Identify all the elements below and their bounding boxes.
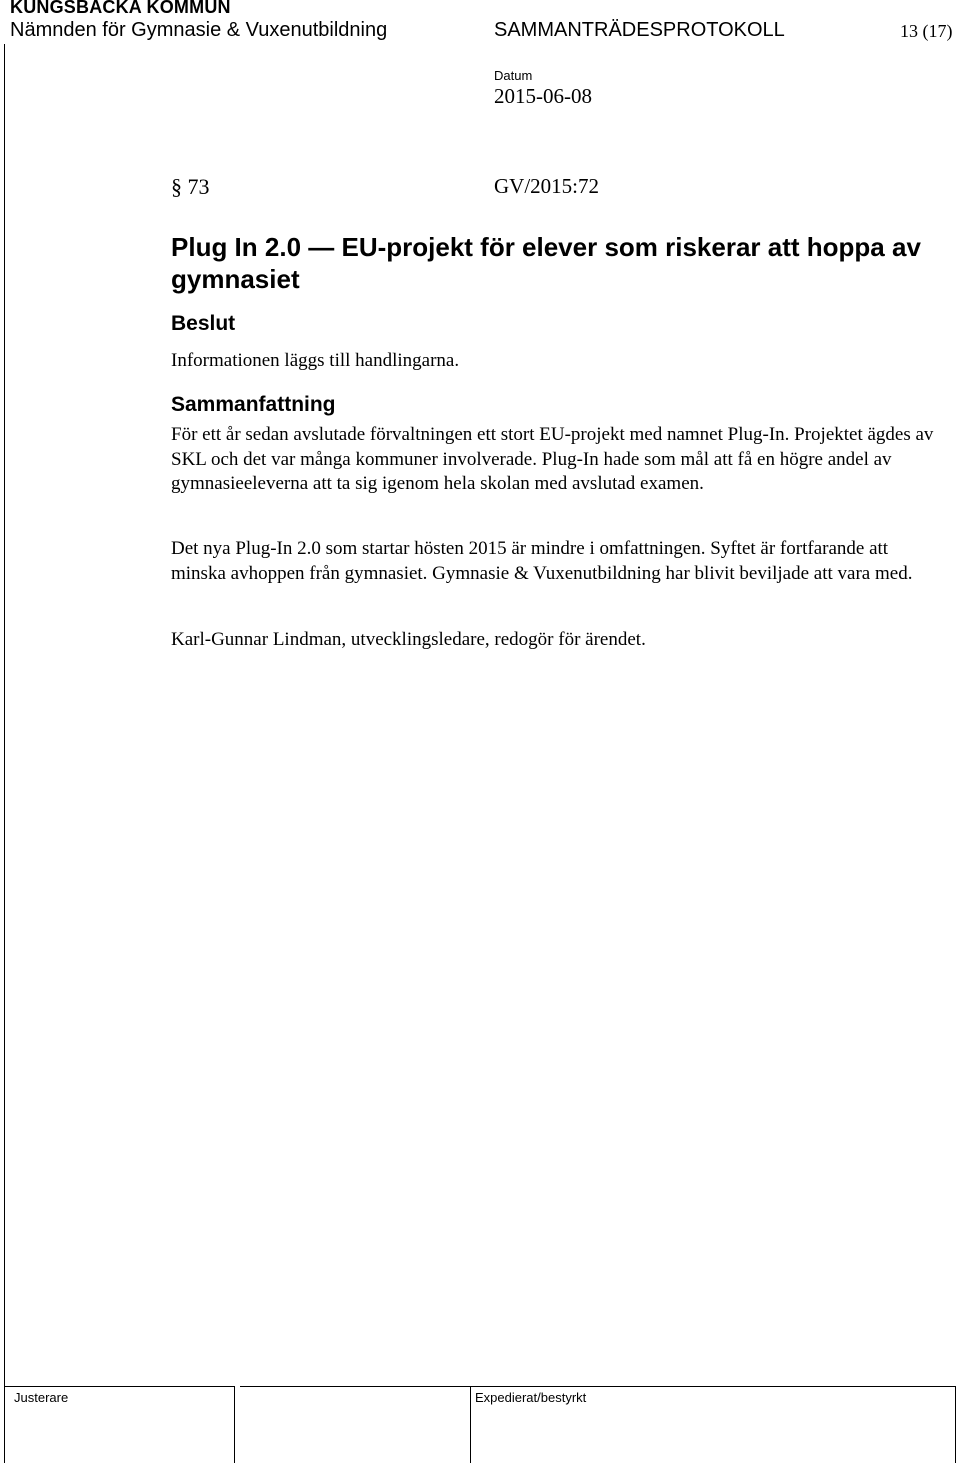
section-number: § 73	[171, 174, 210, 199]
left-margin-rule	[4, 44, 5, 1463]
organization-name: KUNGSBACKA KOMMUN	[10, 0, 231, 17]
committee-name: Nämnden för Gymnasie & Vuxenutbildning	[10, 19, 388, 41]
summary-heading: Sammanfattning	[171, 393, 336, 416]
decision-heading: Beslut	[171, 312, 236, 335]
summary-paragraph: Karl-Gunnar Lindman, utvecklingsledare, redogör för ärendet.	[171, 629, 646, 650]
footer-rule	[470, 1386, 956, 1387]
footer-divider	[234, 1386, 235, 1463]
footer-expedierat-label: Expedierat/bestyrkt	[475, 1390, 587, 1405]
document-type: SAMMANTRÄDESPROTOKOLL	[494, 19, 785, 41]
footer-rule	[4, 1386, 234, 1387]
case-number: GV/2015:72	[494, 174, 599, 198]
summary-paragraph: Det nya Plug-In 2.0 som startar hösten 2015 är mindre i omfattningen. Syftet är fortfarande att minska avhoppen från gymnasiet. Gymnasie & Vuxenutbildning har blivit beviljade att vara med.	[171, 538, 913, 584]
page-number: 13 (17)	[900, 21, 953, 41]
footer-justerare-label: Justerare	[14, 1390, 69, 1405]
footer-rule	[240, 1386, 470, 1387]
footer-divider	[470, 1386, 471, 1463]
summary-paragraph: För ett år sedan avslutade förvaltningen ett stort EU-projekt med namnet Plug-In. Projektet ägdes av SKL och det var många kommuner involverade. Plug-In hade som mål att få en högre andel av gymnasieeleverna att ta sig igenom hela skolan med avslutad examen.	[171, 424, 934, 494]
footer-divider	[955, 1386, 956, 1463]
decision-text: Informationen läggs till handlingarna.	[171, 350, 460, 371]
date-value: 2015-06-08	[494, 84, 592, 108]
date-label: Datum	[494, 68, 533, 83]
item-title: Plug In 2.0 — EU-projekt för elever som riskerar att hoppa av gymnasiet	[171, 232, 921, 294]
